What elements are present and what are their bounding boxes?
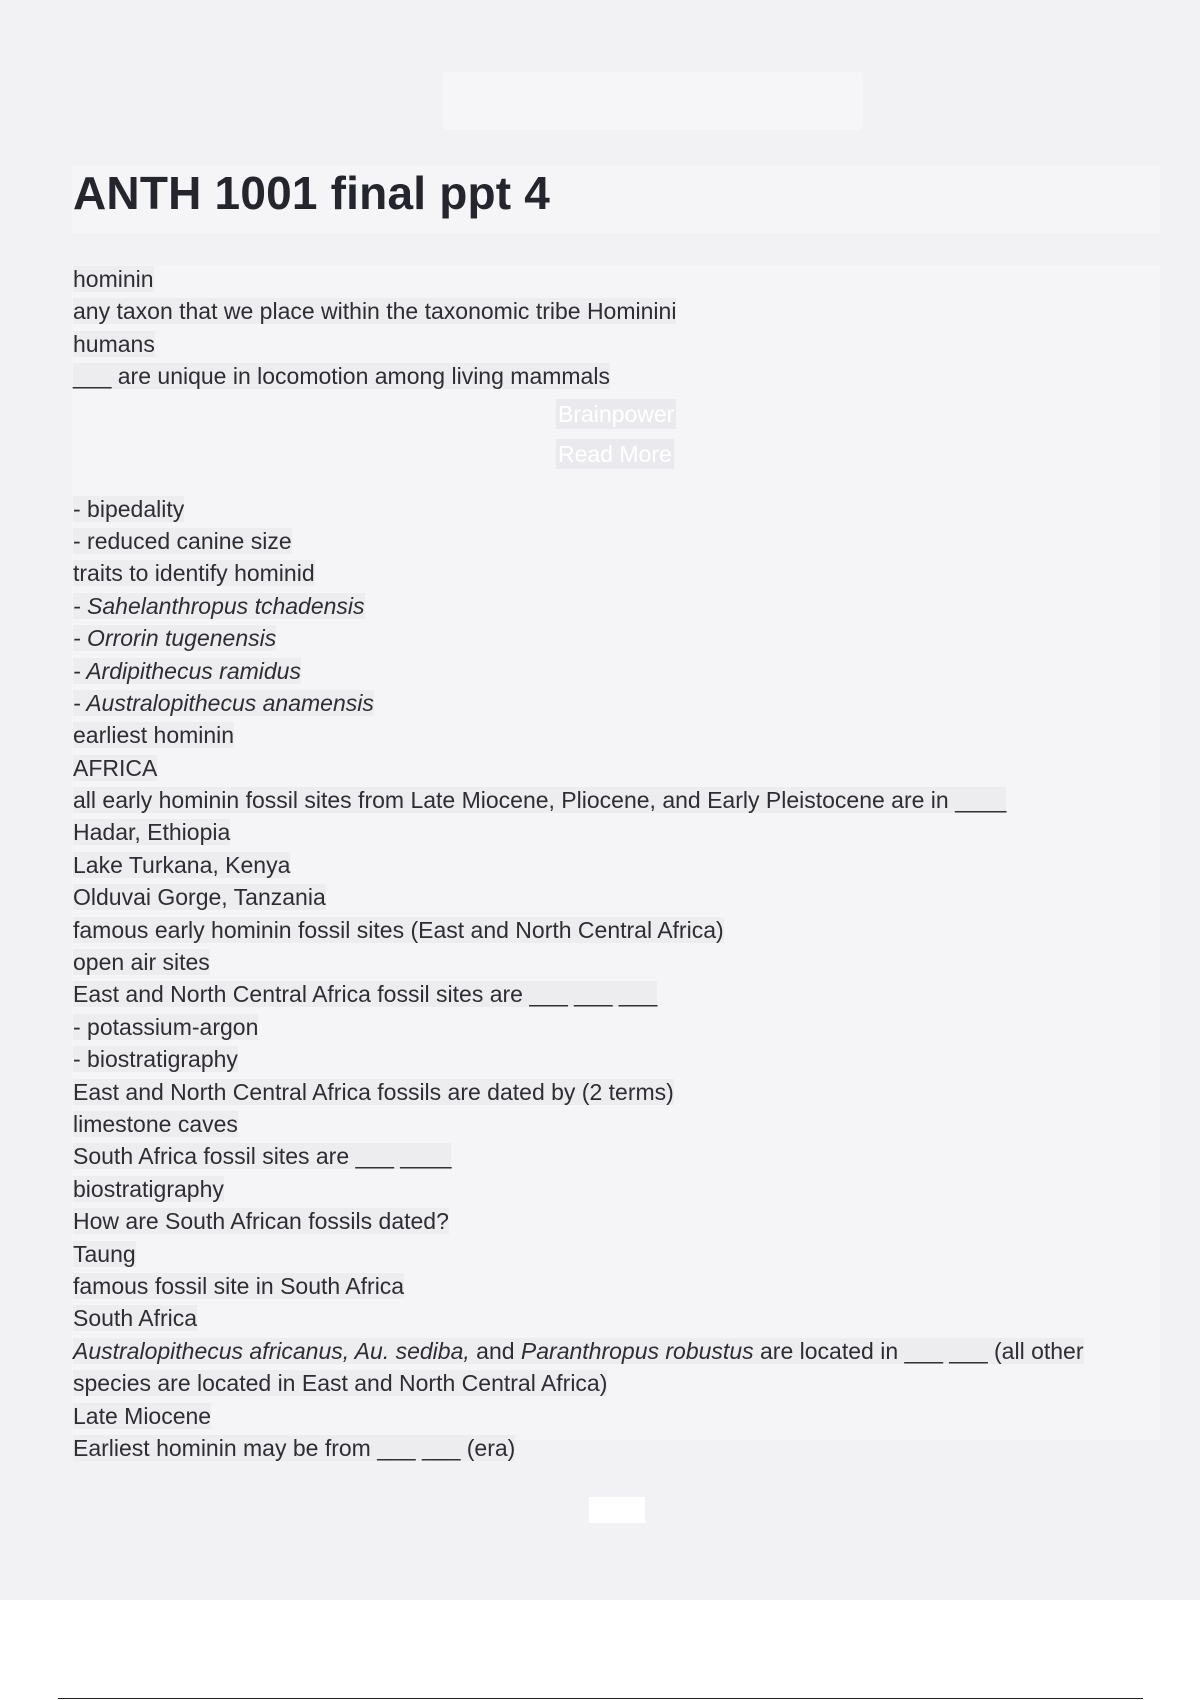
- text-line: - biostratigraphy: [73, 1046, 238, 1073]
- read-more-link[interactable]: Read More: [558, 440, 672, 467]
- text-line: any taxon that we place within the taxonomic tribe Hominini: [73, 298, 677, 325]
- text-line: - potassium-argon: [73, 1013, 259, 1040]
- text-line: famous early hominin fossil sites (East and North Central Africa): [73, 916, 724, 943]
- text-line: - Orrorin tugenensis: [73, 625, 277, 652]
- ad-brand-label: Brainpower: [558, 400, 675, 427]
- text-line: all early hominin fossil sites from Late Miocene, Pliocene, and Early Pleistocene are in ____: [73, 787, 1007, 814]
- text-line: South Africa fossil sites are ___ ____: [73, 1143, 452, 1170]
- text-line: How are South African fossils dated?: [73, 1208, 449, 1235]
- page-number-chip: [589, 1497, 645, 1523]
- text-line: - Australopithecus anamensis: [73, 689, 374, 716]
- text-line: Earliest hominin may be from ___ ___ (era): [73, 1434, 516, 1461]
- text-line: Taung: [73, 1240, 136, 1267]
- text-line: AFRICA: [73, 754, 158, 781]
- text-line: ___ are unique in locomotion among living mammals: [73, 363, 610, 390]
- text-line: open air sites: [73, 949, 210, 976]
- text-line: Hadar, Ethiopia: [73, 819, 231, 846]
- text-line: humans: [73, 330, 155, 357]
- text-line: - bipedality: [73, 495, 185, 522]
- text-line: - Ardipithecus ramidus: [73, 657, 301, 684]
- text-line: Olduvai Gorge, Tanzania: [73, 884, 326, 911]
- ad-slot: [73, 393, 1148, 493]
- document-body: [73, 263, 1148, 1464]
- text-line: East and North Central Africa fossil sites are ___ ___ ___: [73, 981, 658, 1008]
- text-line: - Sahelanthropus tchadensis: [73, 592, 365, 619]
- header-placeholder-bar: [443, 72, 863, 130]
- footer-divider: [58, 1698, 1143, 1699]
- text-line: limestone caves: [73, 1110, 238, 1137]
- text-line: hominin: [73, 266, 154, 292]
- text-line: - reduced canine size: [73, 527, 292, 554]
- text-line: East and North Central Africa fossils are dated by (2 terms): [73, 1078, 674, 1105]
- text-line-mixed: Australopithecus africanus, Au. sediba, and Paranthropus robustus are located in ___ ___ (all other species are located in East and North Central Africa): [73, 1337, 1084, 1397]
- text-line: earliest hominin: [73, 722, 235, 749]
- text-line: biostratigraphy: [73, 1175, 224, 1202]
- text-line: traits to identify hominid: [73, 560, 315, 587]
- text-line: South Africa: [73, 1305, 198, 1332]
- text-line: Late Miocene: [73, 1402, 212, 1429]
- document-title: ANTH 1001 final ppt 4: [73, 167, 551, 219]
- text-line: famous fossil site in South Africa: [73, 1272, 405, 1299]
- text-line: Lake Turkana, Kenya: [73, 851, 291, 878]
